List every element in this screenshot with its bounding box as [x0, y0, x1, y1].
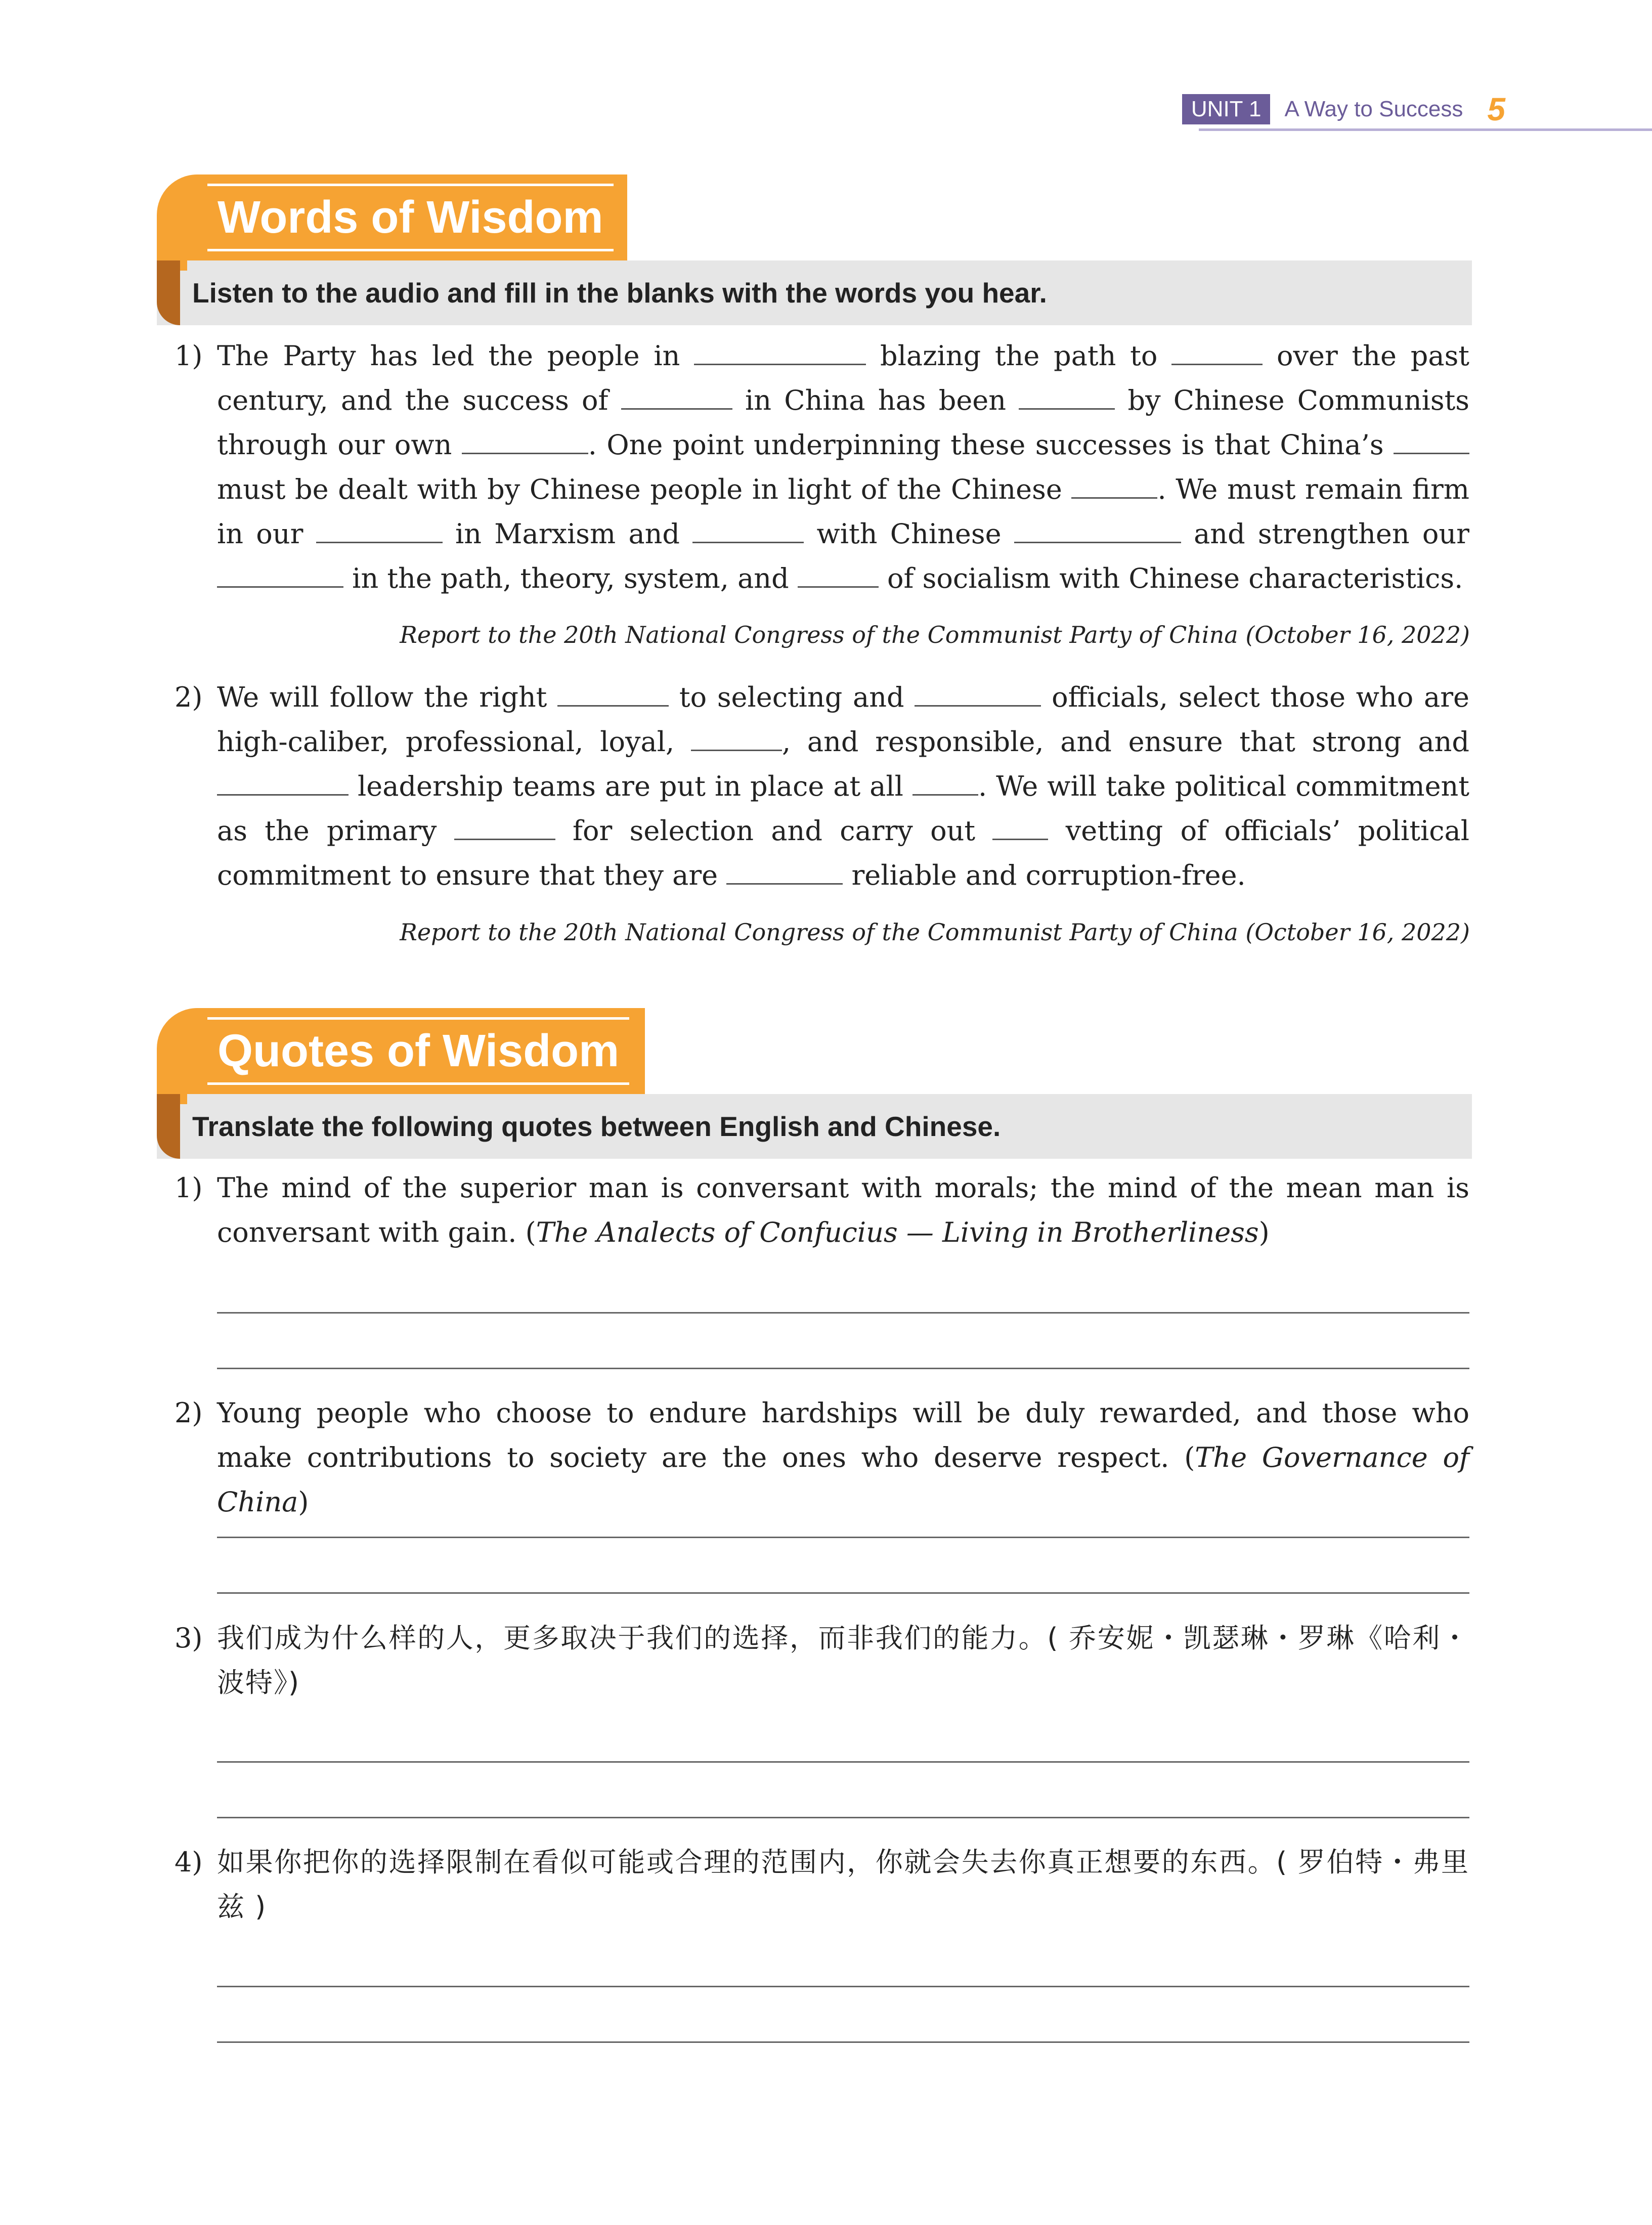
blank-field[interactable]	[1394, 428, 1469, 454]
item-number: 2)	[175, 681, 203, 713]
page-header	[1182, 93, 1505, 125]
text-segment: in Marxism and	[455, 518, 680, 550]
blank-field[interactable]	[694, 339, 866, 365]
blank-field[interactable]	[454, 814, 555, 840]
text-segment: with Chinese	[816, 518, 1002, 550]
text-segment: The mind of the superior man is conversant with morals; the mind of the mean man is conversant with gain. (	[217, 1172, 1469, 1248]
unit-title: A Way to Success	[1284, 97, 1463, 121]
text-segment: , and responsible, and ensure that strong and	[781, 726, 1469, 758]
blank-field[interactable]	[1171, 339, 1263, 365]
blank-field[interactable]	[217, 561, 343, 588]
source-title: The Analects of Confucius — Living in Brotherliness	[536, 1216, 1259, 1248]
text-segment: reliable and corruption-free.	[851, 859, 1246, 891]
blank-field[interactable]	[1019, 383, 1115, 410]
text-segment: in the path, theory, system, and	[352, 562, 789, 594]
answer-line[interactable]	[217, 1312, 1469, 1314]
answer-line[interactable]	[217, 1368, 1469, 1369]
answer-line[interactable]	[217, 2041, 1469, 2043]
text-segment: )	[1258, 1216, 1270, 1248]
source-citation: Report to the 20th National Congress of the Communist Party of China (October 16, 2022)	[400, 919, 1470, 946]
text-segment: The Party has led the people in	[217, 340, 680, 372]
text-segment: blazing the path to	[880, 340, 1158, 372]
section-title: Words of Wisdom	[207, 184, 614, 251]
text-segment: vetting of officials’ political commitment to ensure that they are	[217, 815, 1469, 891]
item-number: 2)	[175, 1397, 203, 1429]
blank-field[interactable]	[1071, 472, 1157, 499]
blank-field[interactable]	[992, 814, 1048, 840]
text-segment: by Chinese Communists through our own	[217, 384, 1469, 461]
header-divider	[1199, 128, 1652, 131]
text-segment: We will follow the right	[217, 681, 547, 713]
instruction-text: Translate the following quotes between English and Chinese.	[192, 1111, 1001, 1142]
text-segment: Young people who choose to endure hardships will be duly rewarded, and those who make contributions to society are the ones who deserve respect. (	[217, 1397, 1469, 1473]
blank-field[interactable]	[557, 680, 669, 707]
text-segment: must be dealt with by Chinese people in light of the Chinese	[217, 473, 1062, 505]
blank-field[interactable]	[692, 517, 804, 543]
text-segment: and strengthen our	[1194, 518, 1469, 550]
text-segment: of socialism with Chinese characteristics.	[887, 562, 1463, 594]
section-title: Quotes of Wisdom	[207, 1017, 629, 1085]
quote-text: 我们成为什么样的人，更多取决于我们的选择，而非我们的能力。( 乔安妮・凯瑟琳・罗琳《哈利・波特》)	[217, 1622, 1469, 1698]
answer-line[interactable]	[217, 1537, 1469, 1538]
instruction-text: Listen to the audio and fill in the blanks with the words you hear.	[192, 277, 1047, 309]
blank-field[interactable]	[798, 561, 879, 588]
unit-badge: UNIT 1	[1182, 94, 1271, 124]
blank-field[interactable]	[316, 517, 443, 543]
section-tab	[157, 1008, 645, 1094]
text-segment: over the past century, and the success of	[217, 340, 1469, 416]
quote-text: 如果你把你的选择限制在看似可能或合理的范围内，你就会失去你真正想要的东西。( 罗伯特・弗里兹 )	[217, 1846, 1469, 1923]
section-tab	[157, 174, 627, 260]
text-segment: for selection and carry out	[573, 815, 976, 847]
item-number: 3)	[175, 1622, 203, 1654]
item-number: 4)	[175, 1846, 203, 1878]
blank-field[interactable]	[912, 769, 978, 796]
blank-field[interactable]	[1014, 517, 1181, 543]
answer-line[interactable]	[217, 1986, 1469, 1987]
item-text	[217, 675, 1469, 898]
text-segment: to selecting and	[679, 681, 904, 713]
source-citation: Report to the 20th National Congress of the Communist Party of China (October 16, 2022)	[400, 621, 1470, 648]
text-segment: . One point underpinning these successes is that China’s	[588, 429, 1384, 461]
source-title: The Governance of China	[217, 1442, 1469, 1518]
quote-text	[217, 1166, 1469, 1255]
item-text	[217, 334, 1469, 601]
item-number: 1)	[175, 340, 203, 372]
text-segment: leadership teams are put in place at all	[358, 770, 903, 802]
page-number: 5	[1487, 91, 1505, 127]
blank-field[interactable]	[691, 725, 782, 751]
text-segment: officials, select those who are high-caliber, professional, loyal,	[217, 681, 1470, 758]
blank-field[interactable]	[915, 680, 1041, 707]
answer-line[interactable]	[217, 1592, 1469, 1594]
blank-field[interactable]	[462, 428, 588, 454]
text-segment: . We will take political commitment as the primary	[217, 770, 1470, 847]
blank-field[interactable]	[621, 383, 732, 410]
text-segment: in China has been	[745, 384, 1007, 416]
text-segment: )	[298, 1486, 309, 1518]
blank-field[interactable]	[726, 858, 843, 885]
blank-field[interactable]	[217, 769, 349, 796]
answer-line[interactable]	[217, 1817, 1469, 1818]
text-segment: . We must remain firm in our	[217, 473, 1469, 550]
answer-line[interactable]	[217, 1761, 1469, 1763]
quote-text	[217, 1391, 1469, 1524]
item-number: 1)	[175, 1172, 203, 1204]
